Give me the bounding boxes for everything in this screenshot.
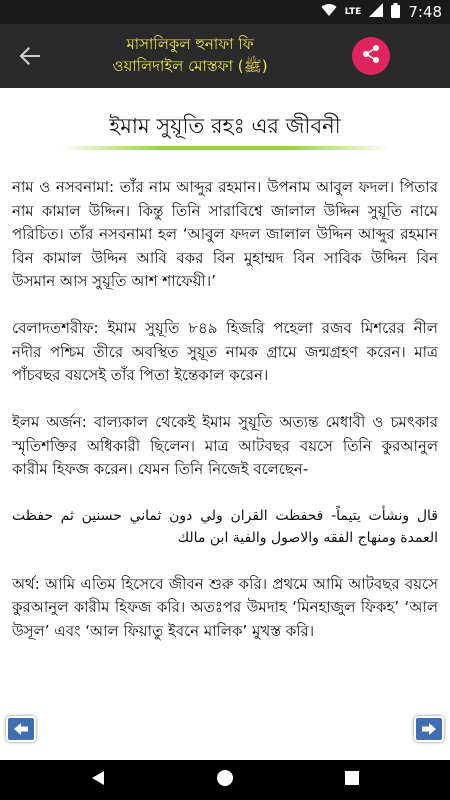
wifi-icon [321, 3, 337, 21]
status-bar [0, 0, 450, 24]
app-title-line1: মাসালিকুল হুনাফা ফি [126, 35, 254, 53]
app-title-line2: ওয়ালিদাইল মোস্তফা (ﷺ) [112, 57, 268, 75]
heading-underline [60, 146, 390, 150]
next-page-icon [414, 716, 444, 742]
next-page-button[interactable] [412, 712, 446, 746]
share-icon [361, 44, 381, 68]
network-type: LTE [344, 7, 362, 17]
status-icons [321, 0, 442, 24]
paragraph-birth: বেলাদতশরীফ: ইমাম সুয়ূতি ৮৪৯ হিজরি পহেলা রজব মিশরের নীল নদীর পশ্চিম তীরে অবস্থিত সুয়ূত নামক গ্রামে জন্মগ্রহণ করেন। মাত্র পাঁচবছর বয়সেই তাঁর পিতা ইন্তেকাল করেন। [12, 319, 438, 384]
prev-page-icon [6, 716, 36, 742]
nav-recents-icon [343, 769, 361, 791]
nav-home-button[interactable] [205, 760, 245, 800]
signal-icon [369, 3, 383, 21]
battery-icon [391, 3, 400, 22]
app-title [70, 33, 310, 77]
article-heading: ইমাম সুয়ূতি রহঃ এর জীবনী [109, 114, 341, 138]
clock: 7:48 [408, 3, 442, 21]
arrow-back-icon [14, 57, 46, 76]
prev-page-button[interactable] [4, 712, 38, 746]
article-content[interactable] [0, 88, 450, 760]
paragraph-meaning: অর্থ: আমি এতিম হিসেবে জীবন শুরু করি। প্রথমে আমি আটবছর বয়সে কুরআনুল কারীম হিফজ করি। অতঃপর উমদাহ ‘মিনহাজুল ফিকহ’ ‘আল উসূল’ এবং ‘আল ফিয়াতু ইবনে মালিক’ মুখস্ত করি। [12, 574, 438, 640]
paragraph-name-lineage: নাম ও নসবনামা: তাঁর নাম আব্দুর রহমান। উপনাম আবুল ফদল। পিতার নাম কামাল উদ্দিন। কিন্তু তিনি সারাবিশ্বে জালাল উদ্দিন সুয়ূতি নামে পরিচিত। তাঁর নসবনামা হল ‘আবুল ফদল জালাল উদ্দিন আব্দুর রহমান বিন কামাল উদ্দিন আবি বকর বিন মুহাম্মদ বিন সাবিক উদ্দিন বিন উসমান আস সুয়ূতি আশ শাফেয়ী।’ [12, 178, 438, 290]
system-nav-bar [0, 760, 450, 800]
share-button[interactable] [352, 37, 390, 75]
arabic-quote: قال ونشأت يتيماً- فحفظت القران ولي دون ثماني حسنين ثم حفظت العمدة ومنهاج الفقه والاصول والفية ابن مالك [12, 508, 438, 546]
nav-back-icon [89, 769, 107, 791]
nav-home-icon [216, 769, 234, 791]
nav-recents-button[interactable] [332, 760, 372, 800]
article-body [12, 176, 438, 667]
app-bar [0, 24, 450, 88]
back-button[interactable] [14, 40, 46, 72]
nav-back-button[interactable] [78, 760, 118, 800]
paragraph-education: ইলম অর্জন: বাল্যকাল থেকেই ইমাম সুয়ূতি অত্যন্ত মেধাবী ও চমৎকার স্মৃতিশক্তির অধিকারী ছিলেন। মাত্র আটবছর বয়সে তিনি কুরআনুল কারীম হিফজ করেন। যেমন তিনি নিজেই বলেছেন- [12, 413, 438, 478]
